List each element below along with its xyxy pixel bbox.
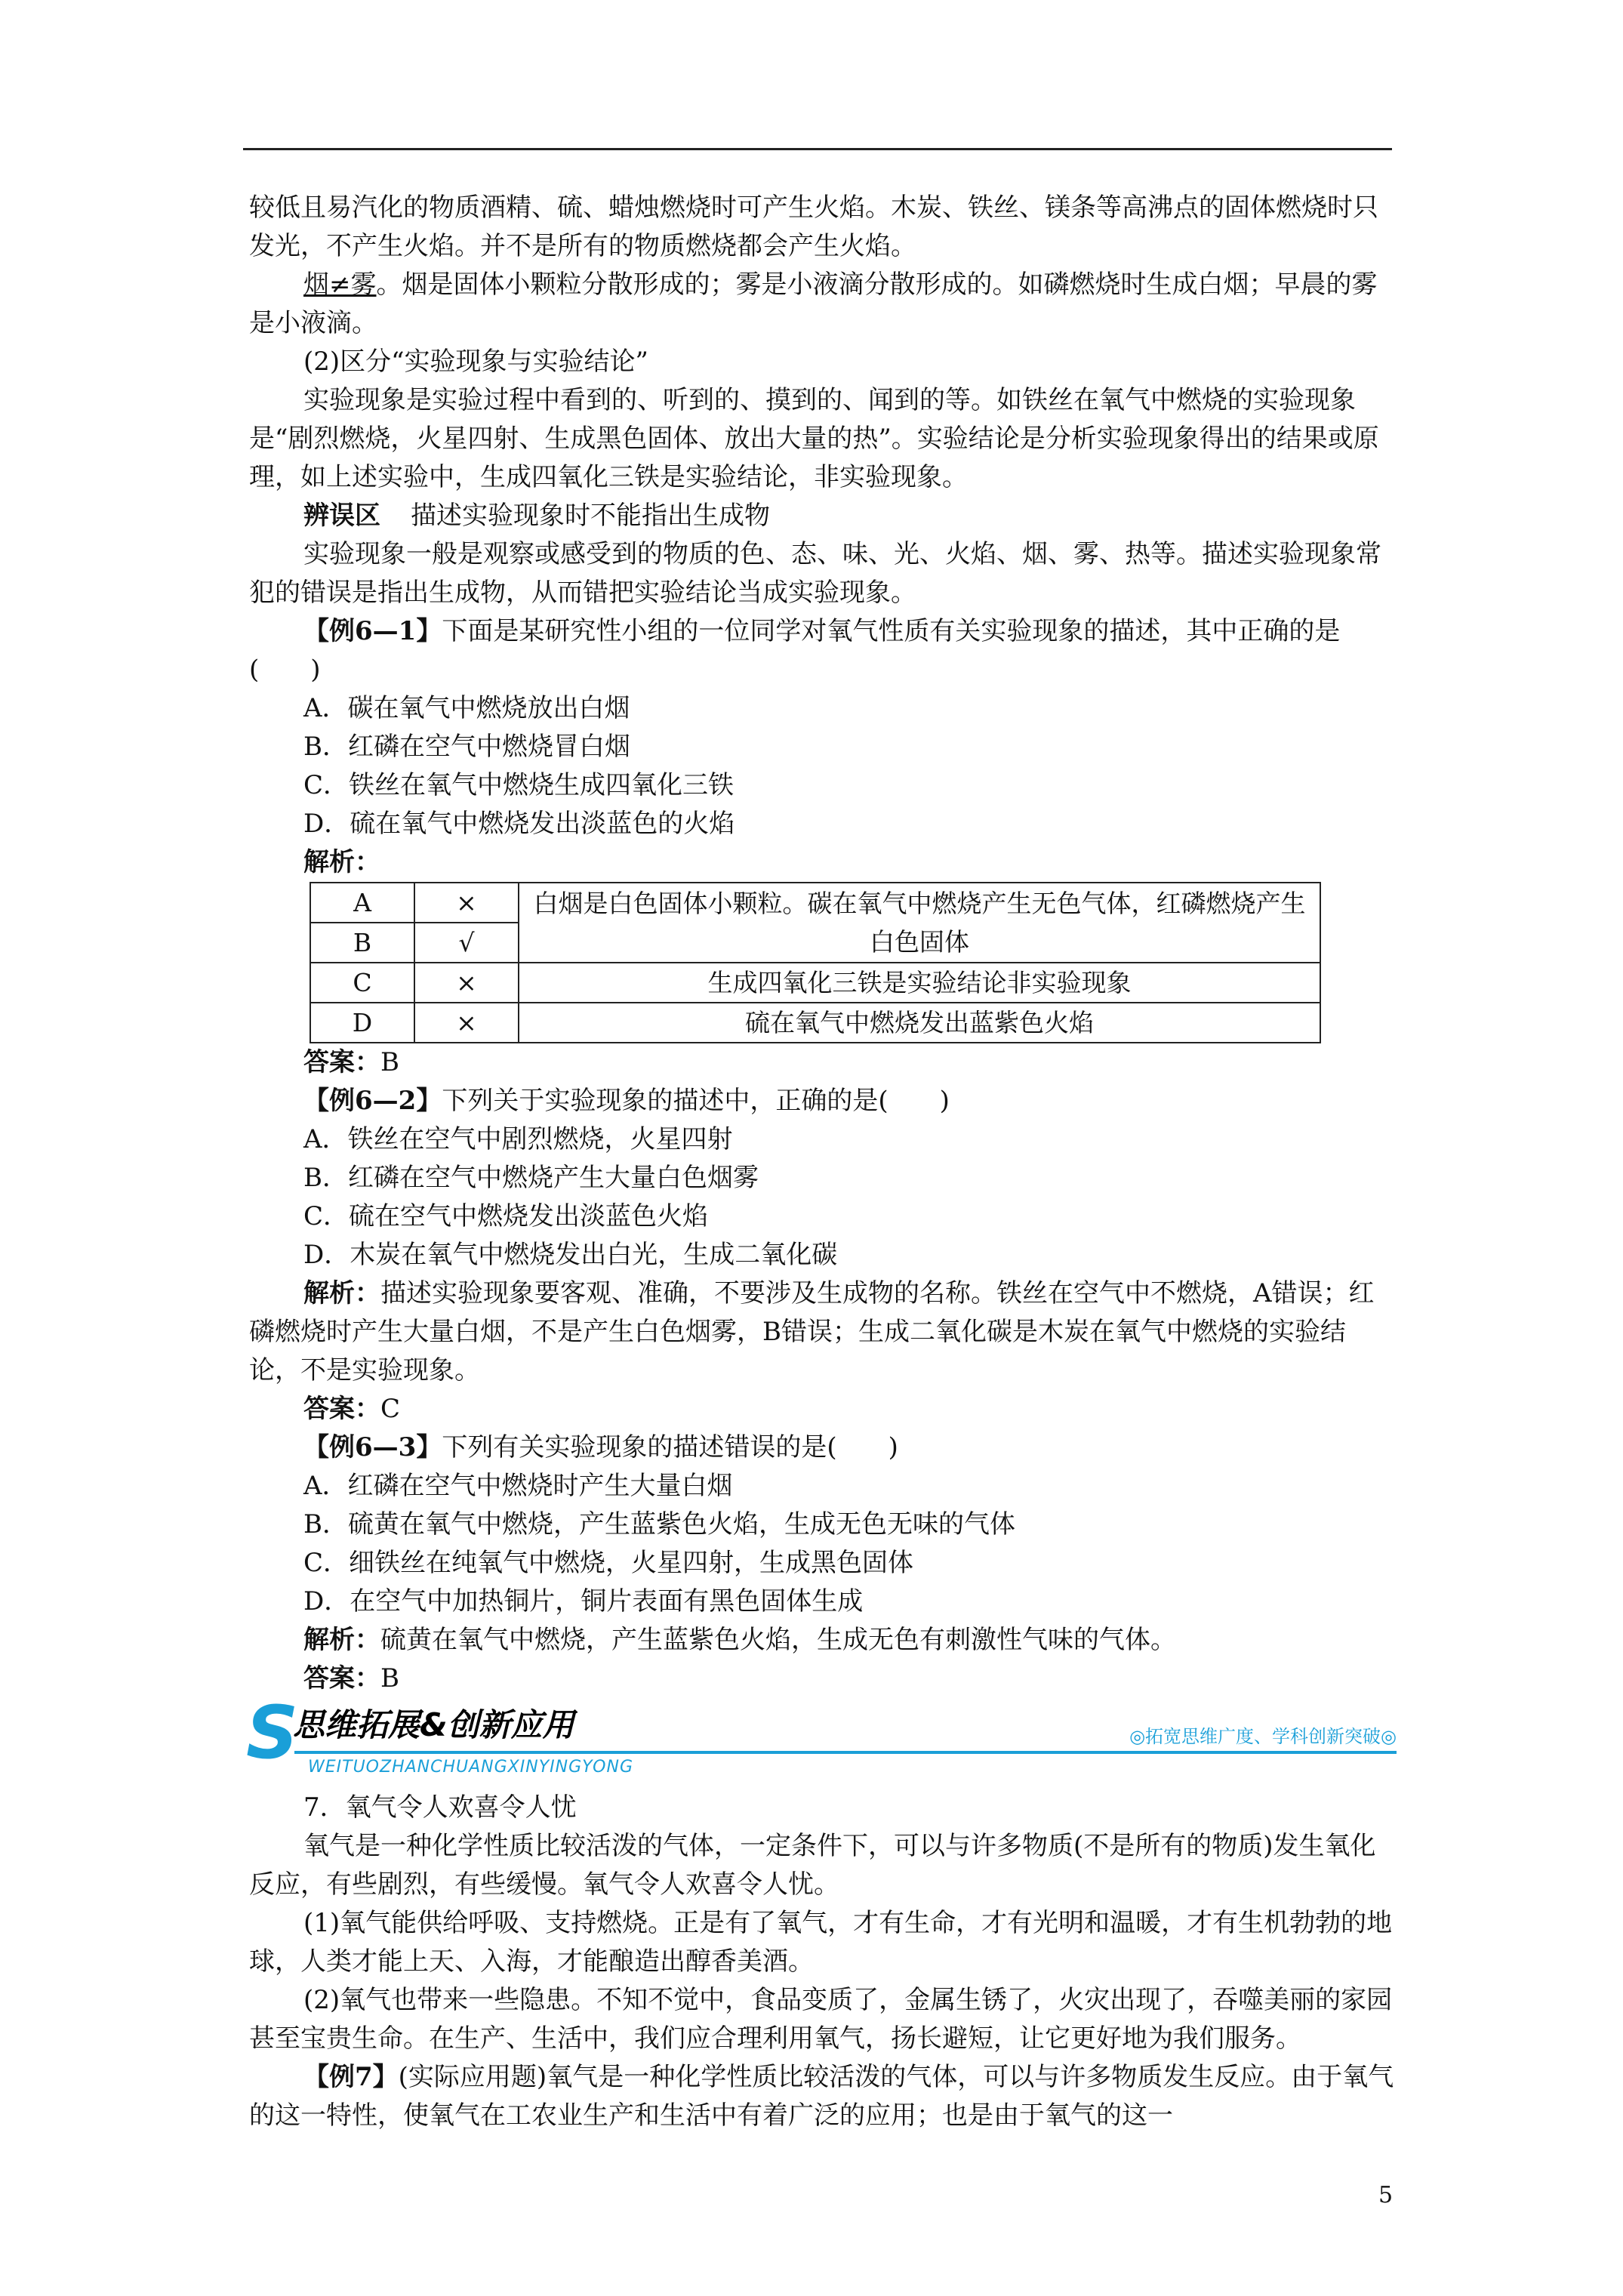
smoke-fog-text: 。烟是固体小颗粒分散形成的；雾是小液滴分散形成的。如磷燃烧时生成白烟；早晨的雾是小液滴。 <box>249 270 1378 338</box>
table-cell-mark: √ <box>414 923 519 963</box>
paragraph-phenomenon: 实验现象是实验过程中看到的、听到的、摸到的、闻到的等。如铁丝在氧气中燃烧的实验现象是“剧烈燃烧，火星四射、生成黑色固体、放出大量的热”。实验结论是分析实验现象得出的结果或原理，如上述实验中，生成四氧化三铁是实验结论，非实验现象。 <box>249 385 1379 492</box>
paragraph-flame: 较低且易汽化的物质酒精、硫、蜡烛燃烧时可产生火焰。木炭、铁丝、镁条等高沸点的固体燃烧时只发光，不产生火焰。并不是所有的物质燃烧都会产生火焰。 <box>249 193 1378 261</box>
answer-value: B <box>380 1047 399 1077</box>
example-tag: 【例7】 <box>303 2062 399 2092</box>
table-cell-explanation: 白烟是白色固体小颗粒。碳在氧气中燃烧产生无色气体，红磷燃烧产生白色固体 <box>519 883 1320 963</box>
example-option: D．木炭在氧气中燃烧发出白光，生成二氧化碳 <box>303 1240 838 1270</box>
analysis-text: 硫黄在氧气中燃烧，产生蓝紫色火焰，生成无色有刺激性气味的气体。 <box>380 1625 1176 1655</box>
table-cell-option: B <box>310 923 414 963</box>
section-7-paragraph: 氧气是一种化学性质比较活泼的气体，一定条件下，可以与许多物质(不是所有的物质)发生氧化反应，有些剧烈，有些缓慢。氧气令人欢喜令人忧。 <box>249 1831 1376 1900</box>
banner-slogan: ◎拓宽思维广度、学科创新突破◎ <box>1129 1726 1397 1747</box>
example-stem: 下面是某研究性小组的一位同学对氧气性质有关实验现象的描述，其中正确的是( ) <box>249 616 1341 685</box>
answer-line <box>249 1043 1397 1082</box>
example-7-stem <box>249 2058 1397 2135</box>
banner-title: 思维拓展&创新应用 <box>293 1706 574 1743</box>
example-6-1-stem <box>249 612 1397 689</box>
example-6-3-stem <box>249 1428 1397 1467</box>
table-cell-option: A <box>310 883 414 923</box>
answer-line <box>249 1390 1397 1428</box>
smoke-fog-underline: 烟≠雾 <box>303 270 377 300</box>
example-option: A．铁丝在空气中剧烈燃烧，火星四射 <box>303 1124 733 1154</box>
mistake-label: 辨误区 <box>303 501 380 531</box>
example-option: C．细铁丝在纯氧气中燃烧，火星四射，生成黑色固体 <box>303 1548 914 1578</box>
paragraph-smoke-fog <box>249 266 1397 343</box>
analysis-paragraph <box>249 1621 1397 1660</box>
section-7-heading: 7．氧气令人欢喜令人忧 <box>303 1792 577 1823</box>
table-cell-mark: × <box>414 963 519 1003</box>
banner-s-logo: S <box>246 1690 299 1775</box>
table-cell-mark: × <box>414 883 519 923</box>
table-row <box>310 963 1320 1003</box>
example-stem: 下列关于实验现象的描述中，正确的是( ) <box>442 1086 950 1116</box>
table-cell-mark: × <box>414 1003 519 1043</box>
answer-line <box>249 1660 1397 1698</box>
analysis-label: 解析： <box>303 1278 380 1308</box>
example-option: B．红磷在空气中燃烧产生大量白色烟雾 <box>303 1163 759 1193</box>
example-option: A．红磷在空气中燃烧时产生大量白烟 <box>303 1471 733 1501</box>
table-cell-explanation: 硫在氧气中燃烧发出蓝紫色火焰 <box>519 1003 1320 1043</box>
table-row <box>310 1003 1320 1043</box>
example-6-2-stem <box>249 1082 1397 1120</box>
example-option: D．硫在氧气中燃烧发出淡蓝色的火焰 <box>303 809 735 839</box>
section-banner <box>246 1690 1397 1784</box>
example-tag: 【例6—2】 <box>303 1086 442 1116</box>
example-option: C．铁丝在氧气中燃烧生成四氧化三铁 <box>303 770 735 800</box>
analysis-paragraph <box>249 1274 1397 1390</box>
mistake-title: 描述实验现象时不能指出生成物 <box>411 501 770 531</box>
example-option: D．在空气中加热铜片，铜片表面有黑色固体生成 <box>303 1586 864 1616</box>
section-7-paragraph: (2)氧气也带来一些隐患。不知不觉中，食品变质了，金属生锈了，火灾出现了，吞噬美丽的家园甚至宝贵生命。在生产、生活中，我们应合理利用氧气，扬长避短，让它更好地为我们服务。 <box>249 1985 1393 2054</box>
analysis-label: 解析： <box>303 847 380 877</box>
mistake-heading <box>249 497 1397 535</box>
example-tag: 【例6—3】 <box>303 1432 442 1462</box>
section-7-paragraph: (1)氧气能供给呼吸、支持燃烧。正是有了氧气，才有生命，才有光明和温暖，才有生机勃勃的地球，人类才能上天、入海，才能酿造出醇香美酒。 <box>249 1908 1393 1977</box>
example-option: C．硫在空气中燃烧发出淡蓝色火焰 <box>303 1201 709 1231</box>
table-cell-explanation: 生成四氧化三铁是实验结论非实验现象 <box>519 963 1320 1003</box>
example-option: B．红磷在空气中燃烧冒白烟 <box>303 732 630 762</box>
table-cell-option: D <box>310 1003 414 1043</box>
header-rule <box>243 148 1392 150</box>
page-number: 5 <box>1378 2182 1394 2208</box>
example-option: B．硫黄在氧气中燃烧，产生蓝紫色火焰，生成无色无味的气体 <box>303 1509 1015 1539</box>
table-cell-option: C <box>310 963 414 1003</box>
answer-label: 答案： <box>303 1394 380 1424</box>
analysis-table <box>310 882 1321 1043</box>
answer-value: C <box>380 1394 401 1424</box>
analysis-label: 解析： <box>303 1625 380 1655</box>
paragraph-distinguish-heading: (2)区分“实验现象与实验结论” <box>303 347 648 377</box>
banner-pinyin: WEITUOZHANCHUANGXINYINGYONG <box>308 1758 634 1777</box>
page-content <box>246 189 1397 2135</box>
example-tag: 【例6—1】 <box>303 616 442 646</box>
example-stem: 下列有关实验现象的描述错误的是( ) <box>442 1432 898 1462</box>
answer-label: 答案： <box>303 1047 380 1077</box>
mistake-text: 实验现象一般是观察或感受到的物质的色、态、味、光、火焰、烟、雾、热等。描述实验现象常犯的错误是指出生成物，从而错把实验结论当成实验现象。 <box>249 539 1381 608</box>
analysis-text: 描述实验现象要客观、准确，不要涉及生成物的名称。铁丝在空气中不燃烧，A错误；红磷燃烧时产生大量白烟，不是产生白色烟雾，B错误；生成二氧化碳是木炭在氧气中燃烧的实验结论，不是实验现象。 <box>249 1278 1375 1385</box>
answer-label: 答案： <box>303 1663 380 1693</box>
example-option: A．碳在氧气中燃烧放出白烟 <box>303 693 630 723</box>
table-row <box>310 883 1320 923</box>
example-stem: (实际应用题)氧气是一种化学性质比较活泼的气体，可以与许多物质发生反应。由于氧气的这一特性，使氧气在工农业生产和生活中有着广泛的应用；也是由于氧气的这一 <box>249 2062 1394 2131</box>
answer-value: B <box>380 1663 399 1693</box>
